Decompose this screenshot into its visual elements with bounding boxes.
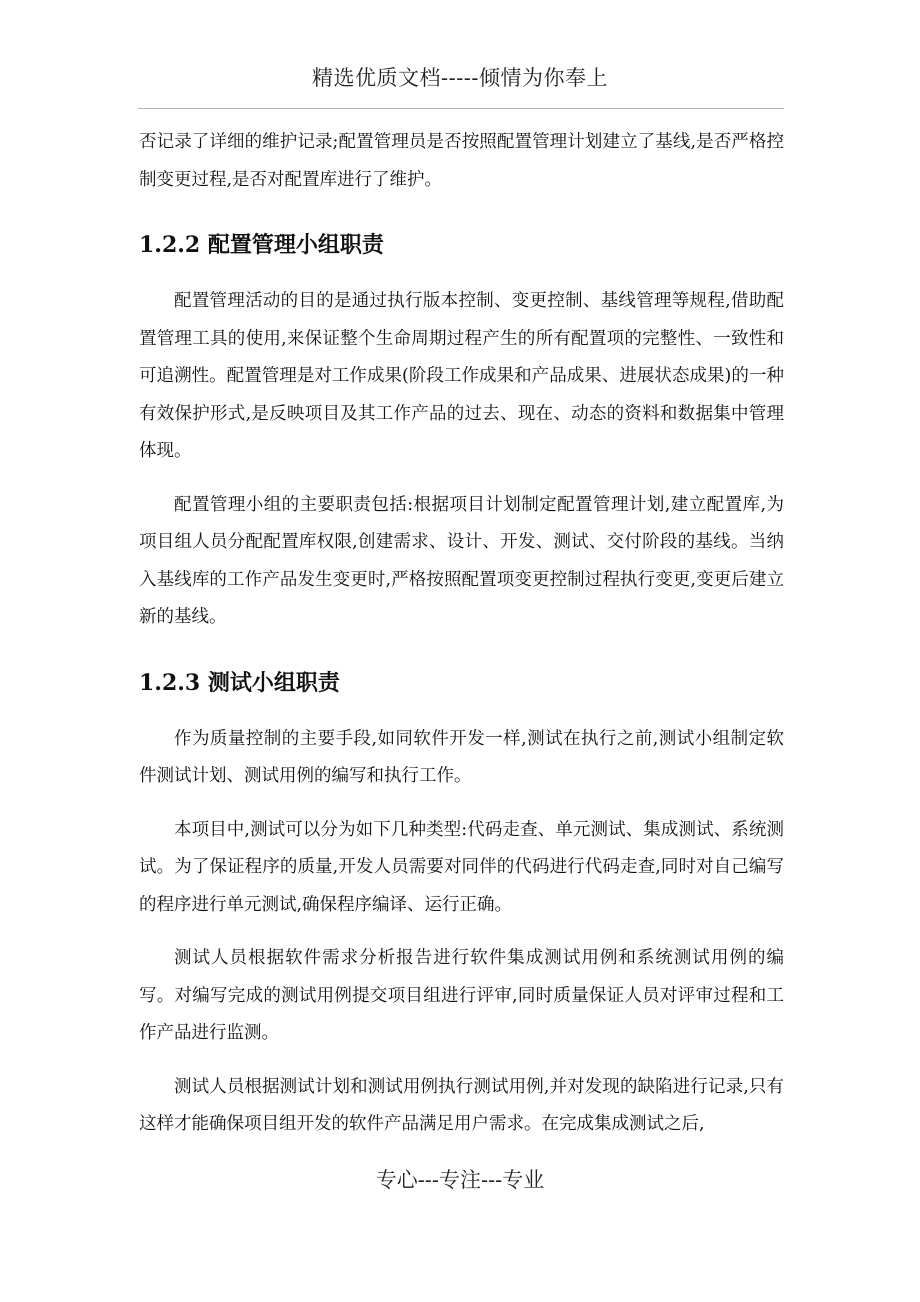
paragraph-config-purpose: 配置管理活动的目的是通过执行版本控制、变更控制、基线管理等规程,借助配置管理工具的使用,来保证整个生命周期过程产生的所有配置项的完整性、一致性和可追溯性。配置管理是对工作成果(阶段工作成果和产品成果、进展状态成果)的一种有效保护形式,是反映项目及其工作产品的过去、现在、动态的资料和数据集中管理体现。 [139,291,784,461]
section-heading-test-team: 1.2.3 测试小组职责 [139,669,340,696]
header-divider [138,108,784,109]
paragraph-test-types: 本项目中,测试可以分为如下几种类型:代码走查、单元测试、集成测试、系统测试。为了保证程序的质量,开发人员需要对同伴的代码进行代码走查,同时对自己编写的程序进行单元测试,确保程序编译、运行正确。 [139,819,784,915]
page-footer-text: 专心---专注---专业 [375,1168,545,1192]
paragraph-continued: 否记录了详细的维护记录;配置管理员是否按照配置管理计划建立了基线,是否严格控制变更过程,是否对配置库进行了维护。 [139,132,784,190]
paragraph-test-cases: 测试人员根据软件需求分析报告进行软件集成测试用例和系统测试用例的编写。对编写完成的测试用例提交项目组进行评审,同时质量保证人员对评审过程和工作产品进行监测。 [139,948,784,1043]
paragraph-test-intro: 作为质量控制的主要手段,如同软件开发一样,测试在执行之前,测试小组制定软件测试计划、测试用例的编写和执行工作。 [139,728,784,786]
page-header-title: 精选优质文档-----倾情为你奉上 [312,66,608,90]
section-heading-config-team: 1.2.2 配置管理小组职责 [139,232,384,258]
paragraph-test-execution: 测试人员根据测试计划和测试用例执行测试用例,并对发现的缺陷进行记录,只有这样才能确保项目组开发的软件产品满足用户需求。在完成集成测试之后, [139,1076,784,1134]
paragraph-config-duties: 配置管理小组的主要职责包括:根据项目计划制定配置管理计划,建立配置库,为项目组人员分配配置库权限,创建需求、设计、开发、测试、交付阶段的基线。当纳入基线库的工作产品发生变更时,严格按照配置项变更控制过程执行变更,变更后建立新的基线。 [139,494,784,627]
document-body [139,124,784,1144]
